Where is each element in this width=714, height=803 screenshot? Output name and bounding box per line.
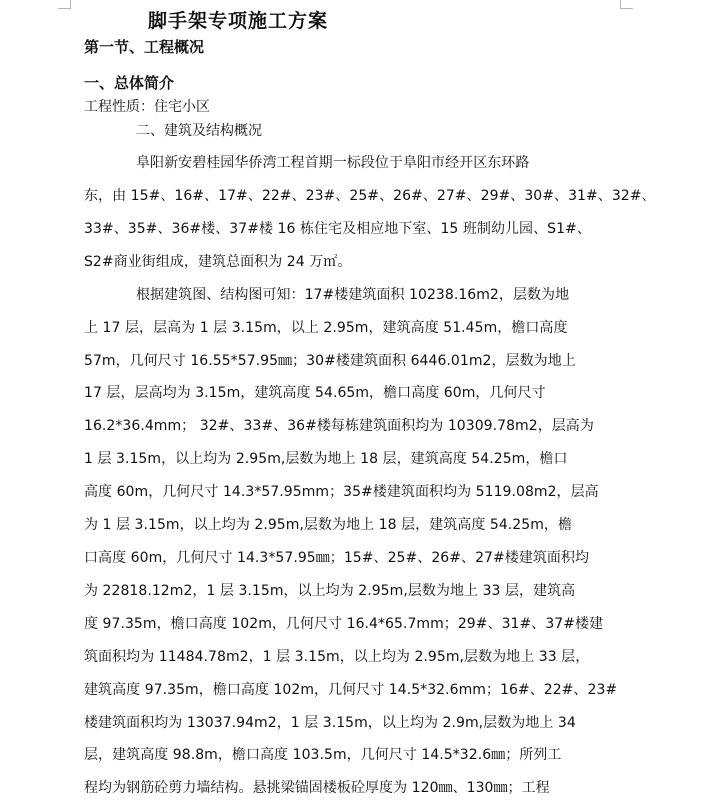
- paragraph-line: 1 层 3.15m，以上均为 2.95m,层数为地上 18 层，建筑高度 54.25m，檐口: [84, 451, 568, 467]
- paragraph-line: 上 17 层，层高为 1 层 3.15m，以上 2.95m，建筑高度 51.45m，檐口高度: [84, 320, 568, 336]
- document-title: 脚手架专项施工方案: [148, 10, 329, 32]
- structure-overview-heading: 二、建筑及结构概况: [136, 123, 262, 139]
- paragraph-line: 东，由 15#、16#、17#、22#、23#、25#、26#、27#、29#、30#、31#、32#、: [84, 188, 656, 204]
- paragraph-line: 57m，几何尺寸 16.55*57.95㎜；30#楼建筑面积 6446.01m2，层数为地上: [84, 353, 576, 369]
- paragraph-line: 17 层，层高均为 3.15m，建筑高度 54.65m，檐口高度 60m，几何尺寸: [84, 385, 546, 401]
- paragraph-line: 阜阳新安碧桂园华侨湾工程首期一标段位于阜阳市经开区东环路: [136, 155, 530, 171]
- page-margin-corner-left: [58, 0, 71, 9]
- paragraph-line: 高度 60m，几何尺寸 14.3*57.95mm；35#楼建筑面积均为 5119.08m2，层高: [84, 484, 599, 500]
- paragraph-line: 为 22818.12m2，1 层 3.15m，以上均为 2.95m,层数为地上 33 层，建筑高: [84, 583, 576, 599]
- section-heading: 第一节、工程概况: [84, 38, 205, 56]
- overview-heading: 一、总体简介: [84, 74, 175, 92]
- paragraph-line: 程均为钢筋砼剪力墙结构。悬挑梁锚固楼板砼厚度为 120㎜、130㎜；工程: [84, 780, 550, 796]
- paragraph-line: 33#、35#、36#楼、37#楼 16 栋住宅及相应地下室、15 班制幼儿园、S1#、: [84, 221, 591, 237]
- paragraph-line: 建筑高度 97.35m，檐口高度 102m，几何尺寸 14.5*32.6mm；16#、22#、23#: [84, 682, 618, 698]
- paragraph-line: 16.2*36.4mm； 32#、33#、36#楼每栋建筑面积均为 10309.78m2，层高为: [84, 418, 594, 434]
- paragraph-line: 口高度 60m，几何尺寸 14.3*57.95㎜；15#、25#、26#、27#楼建筑面积均: [84, 550, 590, 566]
- paragraph-line: 楼建筑面积均为 13037.94m2，1 层 3.15m，以上均为 2.9m,层数为地上 34: [84, 715, 576, 731]
- paragraph-line: 筑面积均为 11484.78m2，1 层 3.15m，以上均为 2.95m,层数为地上 33 层，: [84, 649, 590, 665]
- paragraph-line: 度 97.35m，檐口高度 102m，几何尺寸 16.4*65.7mm；29#、31#、37#楼建: [84, 616, 604, 632]
- paragraph-line: 根据建筑图、结构图可知：17#楼建筑面积 10238.16m2，层数为地: [136, 287, 570, 303]
- page-margin-corner-right: [620, 0, 633, 9]
- paragraph-line: 层，建筑高度 98.8m，檐口高度 103.5m，几何尺寸 14.5*32.6㎜；所列工: [84, 747, 562, 763]
- project-nature-line: 工程性质：住宅小区: [84, 99, 210, 115]
- paragraph-line: 为 1 层 3.15m，以上均为 2.95m,层数为地上 18 层，建筑高度 54.25m，檐: [84, 517, 573, 533]
- paragraph-line: S2#商业街组成，建筑总面积为 24 万㎡。: [84, 254, 352, 270]
